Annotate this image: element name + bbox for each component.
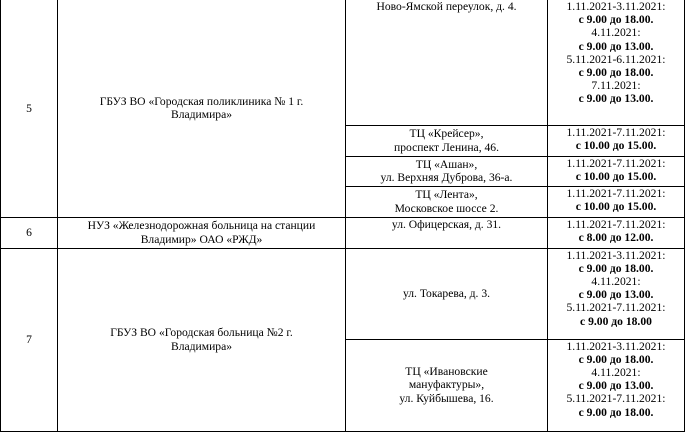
- organization-name: ГБУЗ ВО «Городская поликлиника № 1 г. Владимира»: [58, 0, 346, 217]
- site-schedule: 1.11.2021-3.11.2021: с 9.00 до 18.00. 4.11.2021: с 9.00 до 13.00. 5.11.2021-7.11.2021: с 9.00 до 18.00.: [548, 339, 685, 431]
- site-address: Ново-Ямской переулок, д. 4.: [346, 0, 548, 125]
- row-number: 7: [1, 248, 58, 431]
- site-address: ТЦ «Лента», Московское шоссе 2.: [346, 186, 548, 217]
- organization-name: ГБУЗ ВО «Городская больница №2 г. Владимира»: [58, 248, 346, 431]
- site-address: ТЦ «Крейсер», проспект Ленина, 46.: [346, 125, 548, 156]
- site-address: ул. Токарева, д. 3.: [346, 248, 548, 339]
- site-address: ул. Офицерская, д. 31.: [346, 217, 548, 248]
- table-row: [1, 0, 685, 125]
- site-schedule: 1.11.2021-7.11.2021: с 10.00 до 15.00.: [548, 186, 685, 217]
- site-address: ТЦ «Ашан», ул. Верхняя Дуброва, 36-а.: [346, 156, 548, 186]
- organization-name: НУЗ «Железнодорожная больница на станции Владимир» ОАО «РЖД»: [58, 217, 346, 248]
- site-address: ТЦ «Ивановские мануфактуры», ул. Куйбышева, 16.: [346, 339, 548, 431]
- row-number: 6: [1, 217, 58, 248]
- table-row: [1, 248, 685, 339]
- table-row: [1, 217, 685, 248]
- site-schedule: 1.11.2021-7.11.2021: с 8.00 до 12.00.: [548, 217, 685, 248]
- site-schedule: 1.11.2021-3.11.2021: с 9.00 до 18.00. 4.11.2021: с 9.00 до 13.00. 5.11.2021-7.11.2021: с 9.00 до 18.00: [548, 248, 685, 339]
- site-schedule: 1.11.2021-7.11.2021: с 10.00 до 15.00.: [548, 125, 685, 156]
- row-number: 5: [1, 0, 58, 217]
- site-schedule: 1.11.2021-3.11.2021: с 9.00 до 18.00. 4.11.2021: с 9.00 до 13.00. 5.11.2021-6.11.2021: с 9.00 до 18.00. 7.11.2021: с 9.00 до 13.00.: [548, 0, 685, 125]
- site-schedule: 1.11.2021-7.11.2021: с 10.00 до 15.00.: [548, 156, 685, 186]
